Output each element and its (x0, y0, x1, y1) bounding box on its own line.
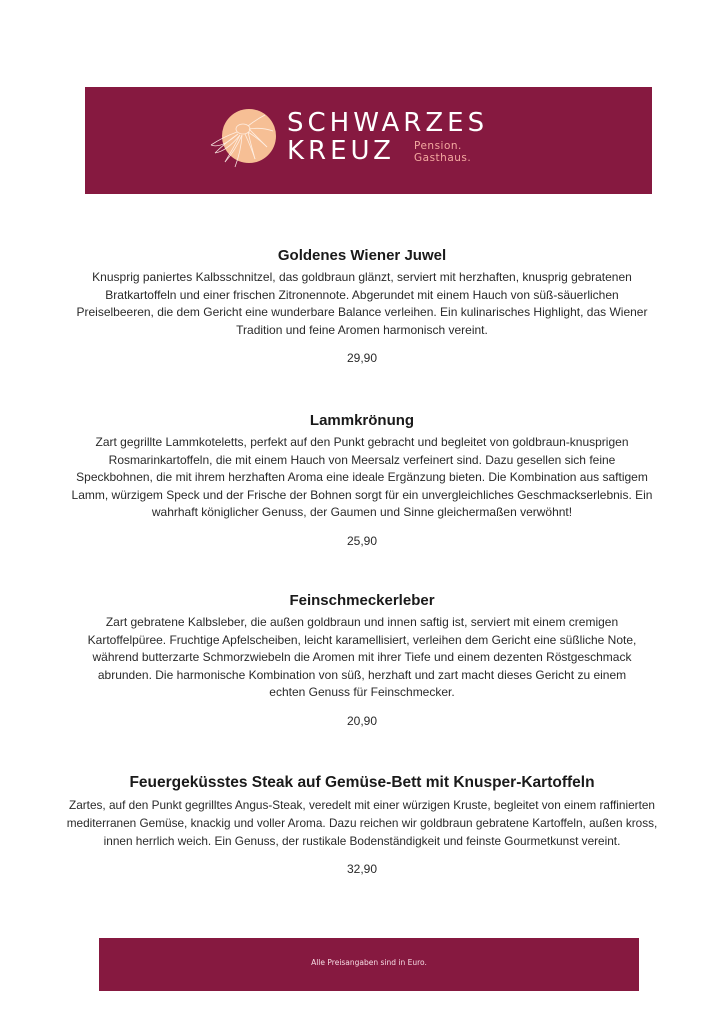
description-line: Zart gegrillte Lammkoteletts, perfekt auf den Punkt gebracht und begleitet von goldbraun-knusprigen (95, 435, 629, 449)
currency-note: Alle Preisangaben sind in Euro. (311, 958, 427, 967)
dish-description (40, 269, 684, 339)
description-line: innen herrlich weich. Ein Genuss, der rustikale Bodenständigkeit und feinste Gourmetkunst vereint. (103, 834, 621, 848)
header-banner (85, 87, 652, 194)
dish-price: 25,90 (346, 533, 378, 548)
dish-price: 29,90 (346, 351, 378, 365)
dish-title: Feinschmeckerleber (289, 592, 435, 609)
description-line: abrunden. Die harmonische Kombination von süß, herzhaft und zart macht dieses Gericht zu einem (97, 667, 627, 682)
flower-icon (203, 107, 283, 173)
menu-item (40, 411, 684, 549)
tagline-gasthaus: Gasthaus. (414, 152, 472, 164)
description-line: Speckbohnen, die mit ihrem herzhaften Aroma eine ideale Ergänzung bieten. Die Kombination aus saftigem (76, 470, 648, 484)
description-line: echten Genuss für Feinschmecker. (269, 685, 455, 699)
menu-item (40, 773, 684, 877)
brand-name-line1: SCHWARZES (287, 108, 489, 138)
description-line: Knusprig paniertes Kalbsschnitzel, das goldbraun glänzt, serviert mit herzhaften, knusprig gebratenen (92, 270, 632, 284)
description-line: Lamm, würzigem Speck und der Frische der Bohnen sorgt für ein unvergleichliches Geschmackserlebnis. Ein (71, 487, 653, 502)
dish-title: Feuergeküsstes Steak auf Gemüse-Bett mit Knusper-Kartoffeln (129, 774, 595, 791)
description-line: mediterranen Gemüse, knackig und voller Aroma. Dazu reichen wir goldbraun gebratene Kartoffeln, außen kross, (66, 816, 658, 830)
brand-name-line2: KREUZ (287, 136, 395, 166)
dish-price: 20,90 (346, 713, 378, 728)
description-line: Tradition und feine Aromen harmonisch vereint. (236, 322, 488, 337)
description-line: Preiselbeeren, die dem Gericht eine wunderbare Balance verleihen. Ein kulinarisches Highlight, das Wiener (76, 305, 648, 319)
dish-description (40, 434, 684, 522)
description-line: während butterzarte Schmorzwiebeln die Aromen mit ihrer Tiefe und einem dezenten Röstgeschmack (92, 650, 632, 664)
description-line: Zart gebratene Kalbsleber, die außen goldbraun und innen saftig ist, serviert mit einem cremigen (105, 615, 619, 629)
footer-banner (99, 938, 639, 991)
menu-item (40, 246, 684, 366)
dish-description (40, 614, 684, 702)
dish-description (40, 796, 684, 850)
dish-price: 32,90 (346, 862, 378, 876)
dish-title: Lammkrönung (309, 412, 415, 429)
description-line: Zartes, auf den Punkt gegrilltes Angus-Steak, veredelt mit einer würzigen Kruste, begleitet von einem raffinierten (68, 798, 655, 812)
brand-tagline (414, 140, 471, 164)
description-line: wahrhaft königlicher Genuss, der Gaumen und Sinne gleichermaßen verwöhnt! (151, 505, 573, 519)
description-line: Kartoffelpüree. Fruchtige Apfelscheiben, leicht karamellisiert, verleihen dem Gericht eine süßliche Note, (87, 632, 637, 647)
tagline-pension: Pension. (414, 140, 462, 152)
dish-title: Goldenes Wiener Juwel (277, 247, 447, 264)
description-line: Bratkartoffeln und einer frischen Zitronennote. Abgerundet mit einem Hauch von süß-säuerlichen (105, 287, 619, 302)
menu-item (40, 591, 684, 729)
description-line: Rosmarinkartoffeln, die mit einem Hauch von Meersalz verfeinert sind. Dazu gesellen sich feine (108, 452, 616, 467)
